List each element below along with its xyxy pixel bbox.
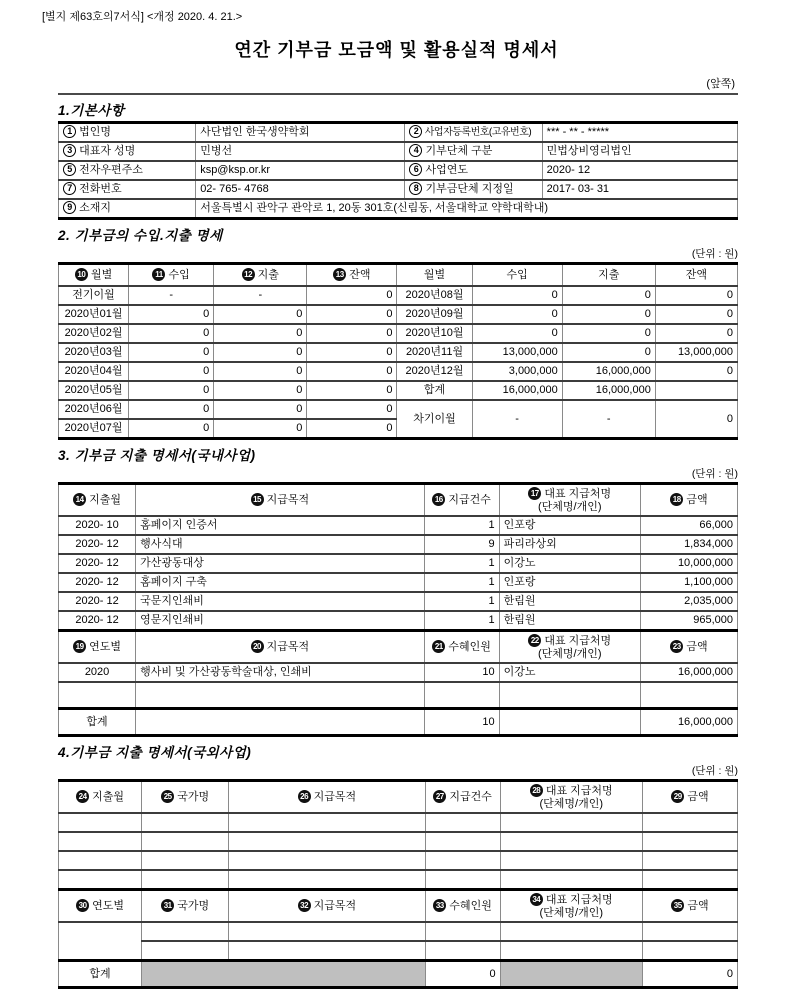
cell-amount: 1,834,000 xyxy=(640,535,737,554)
table-row xyxy=(59,199,738,219)
table-row xyxy=(59,142,738,161)
cell-count: 1 xyxy=(424,592,499,611)
col-header: 수입 xyxy=(472,264,562,287)
cell-purpose xyxy=(136,682,424,709)
cell-year: 2020 xyxy=(59,663,136,682)
circled-number: 30 xyxy=(76,899,89,912)
cell-count: 1 xyxy=(424,554,499,573)
table-row xyxy=(59,286,738,305)
cell-amount: 0 xyxy=(129,381,214,400)
col-header: 33 수혜인원 xyxy=(425,890,500,923)
circled-number: 29 xyxy=(671,790,684,803)
header-row xyxy=(59,781,738,814)
table-row xyxy=(59,922,738,941)
circled-number: 21 xyxy=(432,640,445,653)
field-label: 2 사업자등록번호(고유번호) xyxy=(405,123,542,143)
header-row xyxy=(59,890,738,923)
cell xyxy=(425,851,500,870)
cell-payee: 인포랑 xyxy=(499,516,640,535)
col-header: 11 수입 xyxy=(129,264,214,287)
cell-amount: 0 xyxy=(307,324,397,343)
field-label: 3 대표자 성명 xyxy=(59,142,196,161)
cell-amount: 0 xyxy=(214,400,307,419)
cell-count: 10 xyxy=(424,663,499,682)
cell-amount: 0 xyxy=(214,343,307,362)
unit-label: (단위 : 원) xyxy=(691,468,738,480)
cell-year xyxy=(59,682,136,709)
cell-amount: 0 xyxy=(655,305,737,324)
table-row xyxy=(59,305,738,324)
table-row xyxy=(59,535,738,554)
cell-amount: 0 xyxy=(129,343,214,362)
cell-amount: 16,000,000 xyxy=(562,362,655,381)
table-row xyxy=(59,870,738,890)
table-row xyxy=(59,554,738,573)
cell-purpose: 행사식대 xyxy=(136,535,424,554)
field-label: 8 기부금단체 지정일 xyxy=(405,180,542,199)
cell xyxy=(229,832,425,851)
cell-month: 2020년08월 xyxy=(397,286,472,305)
corp-name-value: 사단법인 한국생약학회 xyxy=(196,123,405,143)
cell xyxy=(500,813,642,832)
circled-number: 5 xyxy=(63,163,76,176)
cell xyxy=(142,922,229,941)
cell-amount: - xyxy=(562,400,655,439)
cell xyxy=(229,941,425,961)
table-row xyxy=(59,851,738,870)
cell-amount: 0 xyxy=(129,419,214,439)
table-row xyxy=(59,400,738,419)
cell-amount: 0 xyxy=(214,381,307,400)
cell-amount: 0 xyxy=(655,324,737,343)
cell-month: 2020- 12 xyxy=(59,573,136,592)
circled-number: 32 xyxy=(298,899,311,912)
cell xyxy=(142,832,229,851)
cell xyxy=(500,922,642,941)
representative-value: 민병선 xyxy=(196,142,405,161)
col-header: 16 지급건수 xyxy=(424,484,499,517)
cell xyxy=(229,813,425,832)
cell xyxy=(142,941,229,961)
cell-amount: 0 xyxy=(655,400,737,439)
circled-number: 14 xyxy=(73,493,86,506)
cell-amount: 0 xyxy=(307,362,397,381)
col-header: 23 금액 xyxy=(640,631,737,664)
total-label: 합계 xyxy=(59,709,136,736)
cell xyxy=(500,870,642,890)
cell-amount: 16,000,000 xyxy=(472,381,562,400)
shaded-cell xyxy=(500,961,642,988)
cell-month: 2020년01월 xyxy=(59,305,129,324)
circled-number: 26 xyxy=(298,790,311,803)
circled-number: 35 xyxy=(671,899,684,912)
domestic-expense-table xyxy=(58,482,738,737)
cell xyxy=(500,941,642,961)
cell-month: 2020년05월 xyxy=(59,381,129,400)
cell-month: 2020년06월 xyxy=(59,400,129,419)
basic-info-table xyxy=(58,121,738,220)
col-header: 26 지급목적 xyxy=(229,781,425,814)
table-row xyxy=(59,573,738,592)
col-header: 22 대표 지급처명 (단체명/개인) xyxy=(499,631,640,664)
total-row xyxy=(59,961,738,988)
cell-month: 2020- 12 xyxy=(59,535,136,554)
table-row xyxy=(59,941,738,961)
page-side-label: (앞쪽) xyxy=(706,78,735,90)
cell-payee: 이강노 xyxy=(499,554,640,573)
cell-carryover-label: 차기이월 xyxy=(397,400,472,439)
cell xyxy=(642,922,737,941)
cell xyxy=(425,832,500,851)
cell-amount: 16,000,000 xyxy=(562,381,655,400)
col-header: 35 금액 xyxy=(642,890,737,923)
circled-number: 20 xyxy=(251,640,264,653)
cell-month: 2020- 10 xyxy=(59,516,136,535)
cell-count: 1 xyxy=(424,611,499,631)
col-header: 24 지출월 xyxy=(59,781,142,814)
cell-month: 2020- 12 xyxy=(59,592,136,611)
total-count: 10 xyxy=(424,709,499,736)
cell-payee: 인포랑 xyxy=(499,573,640,592)
circled-number: 27 xyxy=(433,790,446,803)
cell xyxy=(59,851,142,870)
cell-month: 2020- 12 xyxy=(59,611,136,631)
total-row xyxy=(59,709,738,736)
unit-label: (단위 : 원) xyxy=(691,248,738,260)
circled-number: 12 xyxy=(242,268,255,281)
section2-title: 2. 기부금의 수입.지출 명세 xyxy=(58,228,223,243)
col-header: 15 지급목적 xyxy=(136,484,424,517)
cell-month: 전기이월 xyxy=(59,286,129,305)
total-amount: 0 xyxy=(642,961,737,988)
section1-title: 1.기본사항 xyxy=(58,103,125,118)
circled-number: 2 xyxy=(409,125,422,138)
table-row xyxy=(59,362,738,381)
circled-number: 24 xyxy=(76,790,89,803)
cell-count: 1 xyxy=(424,573,499,592)
business-year-value: 2020- 12 xyxy=(542,161,737,180)
cell xyxy=(425,870,500,890)
cell xyxy=(59,870,142,890)
form-reference: [별지 제63호의7서식] <개정 2020. 4. 21.> xyxy=(42,11,243,23)
table-row xyxy=(59,123,738,143)
circled-number: 22 xyxy=(528,634,541,647)
table-row xyxy=(59,592,738,611)
cell-month: 2020년11월 xyxy=(397,343,472,362)
cell-payee xyxy=(499,709,640,736)
table-row xyxy=(59,324,738,343)
business-number-value: *** - ** - ***** xyxy=(542,123,737,143)
header-row xyxy=(59,631,738,664)
cell xyxy=(425,813,500,832)
cell-amount: 0 xyxy=(655,286,737,305)
cell-amount: 0 xyxy=(307,343,397,362)
cell-amount: 16,000,000 xyxy=(640,663,737,682)
field-label: 4 기부단체 구분 xyxy=(405,142,542,161)
cell-amount: - xyxy=(214,286,307,305)
cell-month: 2020년03월 xyxy=(59,343,129,362)
cell-amount: 0 xyxy=(214,362,307,381)
cell-amount: 0 xyxy=(307,305,397,324)
cell-payee: 파리라상외 xyxy=(499,535,640,554)
col-header: 19 연도별 xyxy=(59,631,136,664)
cell-payee xyxy=(499,682,640,709)
cell-amount: 0 xyxy=(307,400,397,419)
cell-amount: 66,000 xyxy=(640,516,737,535)
cell-month: 2020년09월 xyxy=(397,305,472,324)
cell-amount: 2,035,000 xyxy=(640,592,737,611)
table-row xyxy=(59,161,738,180)
table-row xyxy=(59,180,738,199)
col-header: 17 대표 지급처명 (단체명/개인) xyxy=(499,484,640,517)
circled-number: 25 xyxy=(161,790,174,803)
cell-amount: 0 xyxy=(562,343,655,362)
circled-number: 10 xyxy=(75,268,88,281)
table-row xyxy=(59,611,738,631)
cell xyxy=(642,941,737,961)
cell-amount: 1,100,000 xyxy=(640,573,737,592)
cell xyxy=(500,832,642,851)
address-value: 서울특별시 관악구 관악로 1, 20동 301호(신림동, 서울대학교 약학대학내) xyxy=(196,199,738,219)
cell xyxy=(229,870,425,890)
circled-number: 33 xyxy=(433,899,446,912)
cell-payee: 한림원 xyxy=(499,592,640,611)
circled-number: 17 xyxy=(528,487,541,500)
cell-amount xyxy=(640,682,737,709)
section4-title: 4.기부금 지출 명세서(국외사업) xyxy=(58,745,252,760)
cell-amount: 0 xyxy=(562,286,655,305)
circled-number: 9 xyxy=(63,201,76,214)
cell-amount: 0 xyxy=(214,419,307,439)
cell xyxy=(59,813,142,832)
cell-amount: 0 xyxy=(562,324,655,343)
circled-number: 4 xyxy=(409,144,422,157)
cell-payee: 한림원 xyxy=(499,611,640,631)
cell-month: 2020년02월 xyxy=(59,324,129,343)
cell-amount: 0 xyxy=(307,286,397,305)
col-header: 27 지급건수 xyxy=(425,781,500,814)
col-header: 31 국가명 xyxy=(142,890,229,923)
col-header: 지출 xyxy=(562,264,655,287)
col-header: 29 금액 xyxy=(642,781,737,814)
field-label: 1 법인명 xyxy=(59,123,196,143)
cell xyxy=(59,832,142,851)
cell xyxy=(229,851,425,870)
cell-count: 1 xyxy=(424,516,499,535)
table-row xyxy=(59,343,738,362)
col-header: 13 잔액 xyxy=(307,264,397,287)
cell-amount: - xyxy=(129,286,214,305)
circled-number: 18 xyxy=(670,493,683,506)
circled-number: 11 xyxy=(152,268,165,281)
cell-amount: 0 xyxy=(562,305,655,324)
table-row xyxy=(59,516,738,535)
designation-date-value: 2017- 03- 31 xyxy=(542,180,737,199)
col-header: 14 지출월 xyxy=(59,484,136,517)
table-row xyxy=(59,682,738,709)
cell xyxy=(642,813,737,832)
col-header: 18 금액 xyxy=(640,484,737,517)
cell-payee: 이강노 xyxy=(499,663,640,682)
col-header: 잔액 xyxy=(655,264,737,287)
circled-number: 28 xyxy=(530,784,543,797)
cell-amount: 0 xyxy=(129,324,214,343)
cell xyxy=(425,941,500,961)
cell xyxy=(229,922,425,941)
field-label: 6 사업연도 xyxy=(405,161,542,180)
org-type-value: 민법상비영리법인 xyxy=(542,142,737,161)
circled-number: 31 xyxy=(161,899,174,912)
col-header: 10 월별 xyxy=(59,264,129,287)
cell xyxy=(59,922,142,961)
total-label: 합계 xyxy=(59,961,142,988)
cell-amount: 0 xyxy=(129,400,214,419)
circled-number: 7 xyxy=(63,182,76,195)
cell-month: 2020년07월 xyxy=(59,419,129,439)
cell-amount: 0 xyxy=(129,362,214,381)
phone-value: 02- 765- 4768 xyxy=(196,180,405,199)
cell xyxy=(642,851,737,870)
circled-number: 1 xyxy=(63,125,76,138)
circled-number: 34 xyxy=(530,893,543,906)
cell-amount: 0 xyxy=(307,419,397,439)
header-row xyxy=(59,484,738,517)
cell-purpose xyxy=(136,709,424,736)
total-amount: 16,000,000 xyxy=(640,709,737,736)
cell-amount: - xyxy=(472,400,562,439)
col-header: 21 수혜인원 xyxy=(424,631,499,664)
cell-purpose: 가산광동대상 xyxy=(136,554,424,573)
cell xyxy=(425,922,500,941)
cell-amount: 0 xyxy=(472,324,562,343)
cell-amount: 10,000,000 xyxy=(640,554,737,573)
cell-amount: 0 xyxy=(472,305,562,324)
cell-amount: 0 xyxy=(655,362,737,381)
cell-purpose: 홈페이지 인증서 xyxy=(136,516,424,535)
circled-number: 8 xyxy=(409,182,422,195)
cell-month: 2020년10월 xyxy=(397,324,472,343)
cell-amount: 0 xyxy=(472,286,562,305)
cell xyxy=(142,851,229,870)
cell-amount: 13,000,000 xyxy=(655,343,737,362)
circled-number: 19 xyxy=(73,640,86,653)
cell-purpose: 국문지인쇄비 xyxy=(136,592,424,611)
circled-number: 23 xyxy=(670,640,683,653)
cell xyxy=(642,832,737,851)
top-rule xyxy=(58,93,738,95)
cell xyxy=(500,851,642,870)
cell xyxy=(142,870,229,890)
cell-amount: 3,000,000 xyxy=(472,362,562,381)
field-label: 9 소재지 xyxy=(59,199,196,219)
col-header: 34 대표 지급처명 (단체명/개인) xyxy=(500,890,642,923)
table-row xyxy=(59,663,738,682)
circled-number: 16 xyxy=(432,493,445,506)
cell-amount: 965,000 xyxy=(640,611,737,631)
cell-month: 2020- 12 xyxy=(59,554,136,573)
cell-amount: 0 xyxy=(129,305,214,324)
circled-number: 13 xyxy=(333,268,346,281)
cell-purpose: 영문지인쇄비 xyxy=(136,611,424,631)
field-label: 5 전자우편주소 xyxy=(59,161,196,180)
table-row xyxy=(59,381,738,400)
overseas-expense-table xyxy=(58,779,738,989)
cell-count: 9 xyxy=(424,535,499,554)
circled-number: 3 xyxy=(63,144,76,157)
cell-amount: 0 xyxy=(214,324,307,343)
header-row xyxy=(59,264,738,287)
total-count: 0 xyxy=(425,961,500,988)
cell-total-label: 합계 xyxy=(397,381,472,400)
cell-count xyxy=(424,682,499,709)
table-row xyxy=(59,832,738,851)
cell-amount xyxy=(655,381,737,400)
col-header: 28 대표 지급처명 (단체명/개인) xyxy=(500,781,642,814)
circled-number: 15 xyxy=(251,493,264,506)
col-header: 월별 xyxy=(397,264,472,287)
cell-purpose: 행사비 및 가산광동학술대상, 인쇄비 xyxy=(136,663,424,682)
document-title: 연간 기부금 모금액 및 활용실적 명세서 xyxy=(234,40,559,60)
cell-amount: 0 xyxy=(214,305,307,324)
cell xyxy=(142,813,229,832)
col-header: 20 지급목적 xyxy=(136,631,424,664)
shaded-cell xyxy=(142,961,425,988)
col-header: 32 지급목적 xyxy=(229,890,425,923)
table-row xyxy=(59,813,738,832)
cell-amount: 0 xyxy=(307,381,397,400)
email-value: ksp@ksp.or.kr xyxy=(196,161,405,180)
circled-number: 6 xyxy=(409,163,422,176)
income-expense-table xyxy=(58,262,738,440)
col-header: 25 국가명 xyxy=(142,781,229,814)
cell-month: 2020년04월 xyxy=(59,362,129,381)
col-header: 12 지출 xyxy=(214,264,307,287)
field-label: 7 전화번호 xyxy=(59,180,196,199)
col-header: 30 연도별 xyxy=(59,890,142,923)
cell-month: 2020년12월 xyxy=(397,362,472,381)
cell xyxy=(642,870,737,890)
unit-label: (단위 : 원) xyxy=(691,765,738,777)
section3-title: 3. 기부금 지출 명세서(국내사업) xyxy=(58,448,256,463)
cell-purpose: 홈페이지 구축 xyxy=(136,573,424,592)
cell-amount: 13,000,000 xyxy=(472,343,562,362)
